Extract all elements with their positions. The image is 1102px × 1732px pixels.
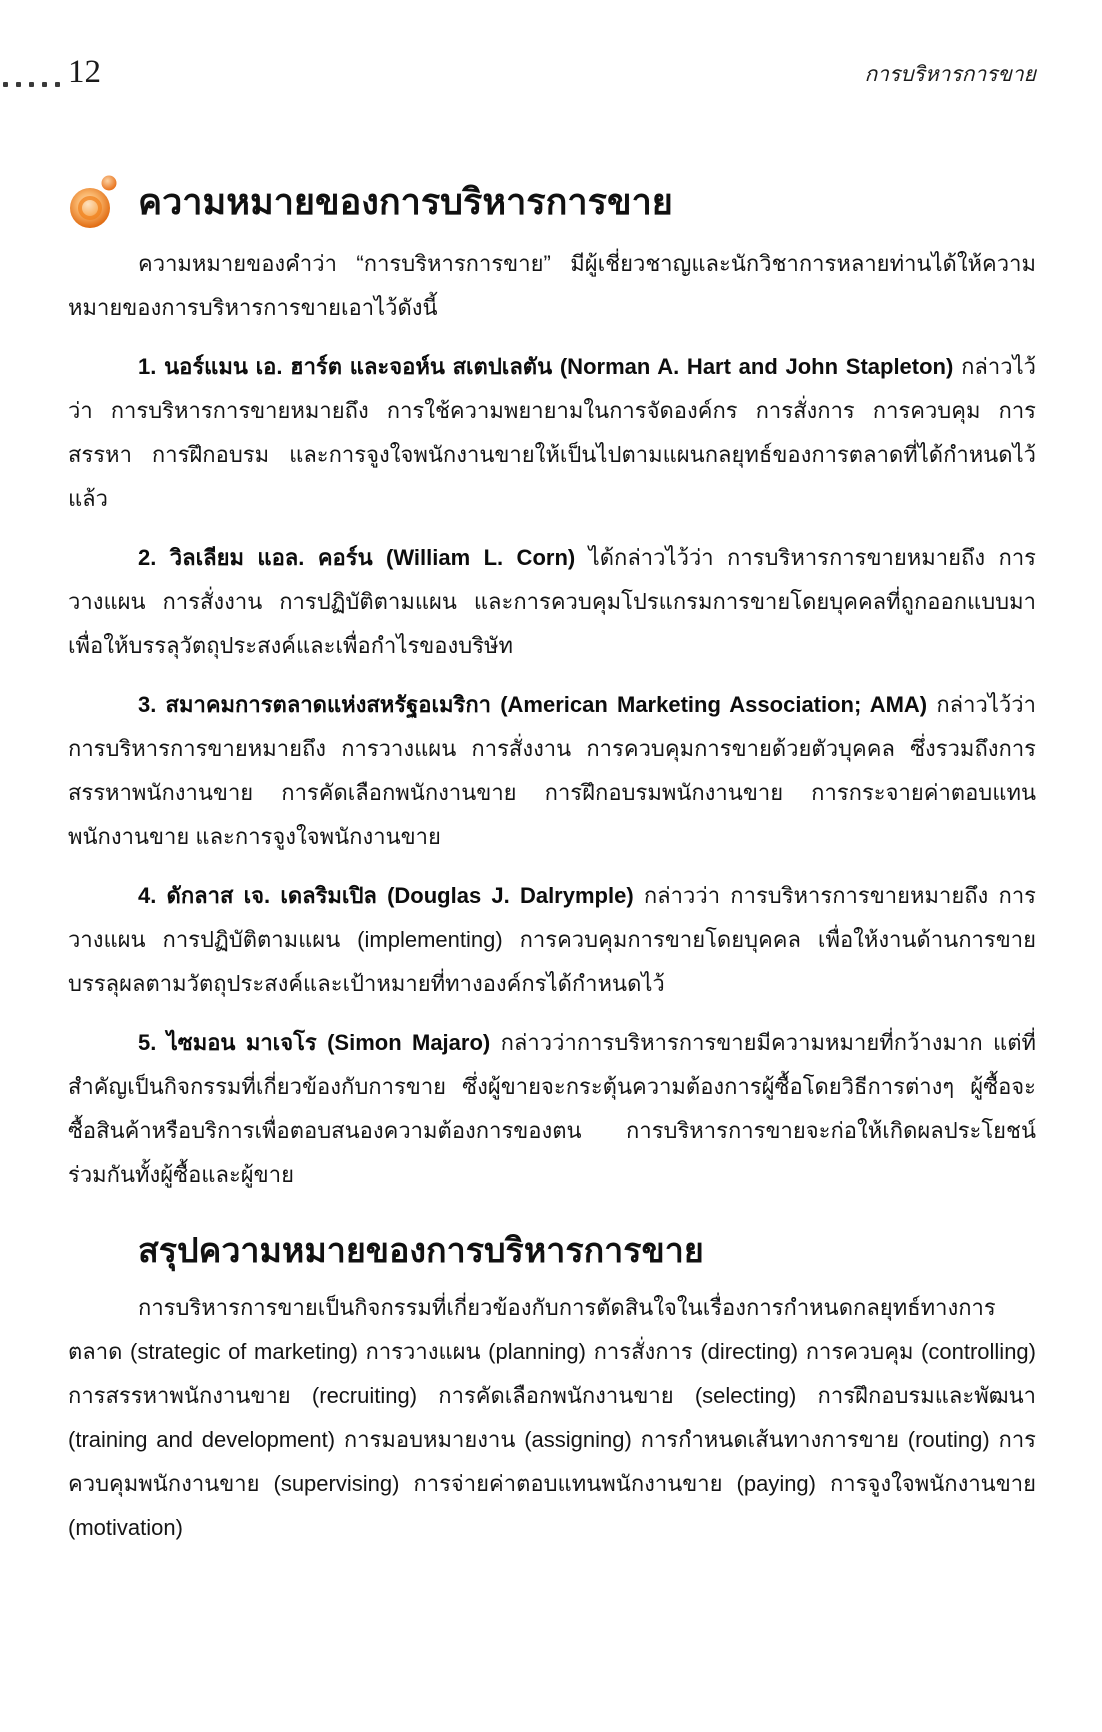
header-dot bbox=[55, 82, 60, 87]
page-content bbox=[68, 242, 1036, 1565]
page-number: 12 bbox=[68, 54, 101, 90]
header-dots bbox=[3, 82, 60, 87]
definition-author: 1. นอร์แมน เอ. ฮาร์ต และจอห์น สเตปเลตัน (Norman A. Hart and John Stapleton) bbox=[138, 354, 954, 379]
summary-title: สรุปความหมายของการบริหารการขาย bbox=[138, 1232, 704, 1270]
definition-text: กล่าวว่าการบริหารการขายมีความหมายที่กว้างมาก แต่ที่สำคัญเป็นกิจกรรมที่เกี่ยวข้องกับการขาย ซึ่งผู้ขายจะกระตุ้นความต้องการผู้ซื้อโดยวิธีการต่างๆ ผู้ซื้อจะซื้อสินค้าหรือบริการเพื่อตอบสนองความต้องการของตน การบริหารการขายจะก่อให้เกิดผลประโยชน์ร่วมกันทั้งผู้ซื้อและผู้ขาย bbox=[68, 1030, 1036, 1187]
header-dot bbox=[42, 82, 47, 87]
header-dot bbox=[16, 82, 21, 87]
definition-item bbox=[68, 874, 1036, 1006]
definition-author: 5. ไซมอน มาเจโร (Simon Majaro) bbox=[138, 1030, 491, 1055]
intro-paragraph: ความหมายของคำว่า “การบริหารการขาย” มีผู้เชี่ยวชาญและนักวิชาการหลายท่านได้ให้ความหมายของการบริหารการขายเอาไว้ดังนี้ bbox=[68, 251, 1036, 320]
orange-bullet-icon bbox=[68, 174, 120, 230]
definition-text: กล่าวไว้ว่า การบริหารการขายหมายถึง การใช้ความพยายามในการจัดองค์กร การสั่งการ การควบคุม การสรรหา การฝึกอบรม และการจูงใจพนักงานขายให้เป็นไปตามแผนกลยุทธ์ของการตลาดที่ได้กำหนดไว้แล้ว bbox=[68, 354, 1036, 511]
definition-author: 2. วิลเลียม แอล. คอร์น (William L. Corn) bbox=[138, 545, 576, 570]
definition-item bbox=[68, 1021, 1036, 1197]
definition-text: กล่าวว่า การบริหารการขายหมายถึง การวางแผน การปฏิบัติตามแผน (implementing) การควบคุมการขายโดยบุคคล เพื่อให้งานด้านการขายบรรลุผลตามวัตถุประสงค์และเป้าหมายที่ทางองค์กรได้กำหนดไว้ bbox=[68, 883, 1036, 996]
running-header bbox=[0, 52, 1102, 96]
definition-author: 3. สมาคมการตลาดแห่งสหรัฐอเมริกา (American Marketing Association; AMA) bbox=[138, 692, 928, 717]
definition-text: ได้กล่าวไว้ว่า การบริหารการขายหมายถึง การวางแผน การสั่งงาน การปฏิบัติตามแผน และการควบคุมโปรแกรมการขายโดยบุคคลที่ถูกออกแบบมาเพื่อให้บรรลุวัตถุประสงค์และเพื่อกำไรของบริษัท bbox=[68, 545, 1036, 658]
section-heading bbox=[68, 172, 1036, 232]
definition-item bbox=[68, 683, 1036, 859]
definition-author: 4. ดักลาส เจ. เดลริมเปิล (Douglas J. Dalrymple) bbox=[138, 883, 634, 908]
summary-paragraph: การบริหารการขายเป็นกิจกรรมที่เกี่ยวข้องกับการตัดสินใจในเรื่องการกำหนดกลยุทธ์ทางการตลาด (strategic of marketing) การวางแผน (planning) การสั่งการ (directing) การควบคุม (controlling) การสรรหาพนักงานขาย (recruiting) การคัดเลือกพนักงานขาย (selecting) การฝึกอบรมและพัฒนา (training and development) การมอบหมายงาน (assigning) การกำหนดเส้นทางการขาย (routing) การควบคุมพนักงานขาย (supervising) การจ่ายค่าตอบแทนพนักงานขาย (paying) การจูงใจพนักงานขาย (motivation) bbox=[68, 1295, 1036, 1540]
section-title: ความหมายของการบริหารการขาย bbox=[138, 181, 673, 222]
header-dot bbox=[29, 82, 34, 87]
definition-text: กล่าวไว้ว่า การบริหารการขายหมายถึง การวางแผน การสั่งงาน การควบคุมการขายด้วยตัวบุคคล ซึ่งรวมถึงการสรรหาพนักงานขาย การคัดเลือกพนักงานขาย การฝึกอบรมพนักงานขาย การกระจายค่าตอบแทนพนักงานขาย และการจูงใจพนักงานขาย bbox=[68, 692, 1036, 849]
definition-item bbox=[68, 536, 1036, 668]
running-title: การบริหารการขาย bbox=[864, 63, 1036, 86]
header-dot bbox=[3, 82, 8, 87]
definition-item bbox=[68, 345, 1036, 521]
